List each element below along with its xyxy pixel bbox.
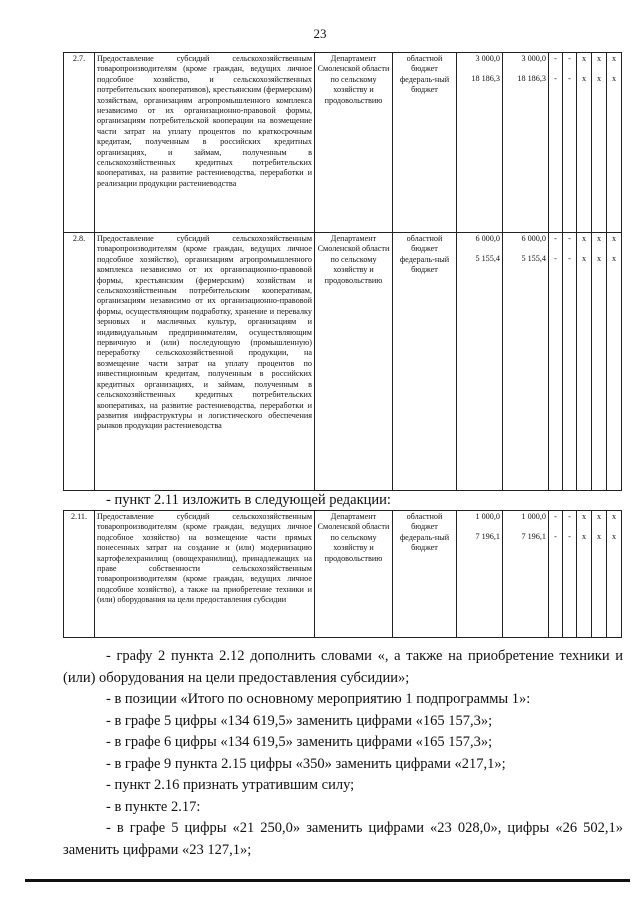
source-regional: областной бюджет (406, 54, 443, 74)
cell-mark: х х (577, 53, 592, 233)
value: 7 196,1 (521, 532, 546, 542)
program-table-211 (63, 510, 622, 638)
amendment-paragraph: - в графе 9 пункта 2.15 цифры «350» заменить цифрами «217,1»; (106, 755, 506, 772)
row-year-value (503, 233, 549, 491)
row-description: Предоставление субсидий сельскохозяйственным товаропроизводителям (кроме граждан, ведущих личное подсобное хозяйство), организациям агропромышленного комплекса независимо от их организационно-правовой формы, крестьянским (фермерским) хозяйствам и сельскохозяйственным потребительским кооперативам, организациям независимо от их организационно-правовой формы, осуществляющим подработку, хранение и перевалку зерновых и масличных культур, организациям и индивидуальным предпринимателям, осуществляющим первичную и (или) последующую (промышленную) переработку сельскохозяйственной продукции, на возмещение части затрат на уплату процентов по инвестиционным кредитам, полученным в российских кредитных организациях, и займам, полученным в сельскохозяйственных кредитных потребительских кооперативах, на развитие растениеводства, переработки и развития инфраструктуры и логистического обеспечения рынков продукции растениеводства (95, 233, 315, 491)
cell-mark: - - (563, 53, 577, 233)
row-year-value (503, 511, 549, 638)
value: 3 000,0 (521, 54, 546, 63)
table-row (64, 511, 622, 638)
value: 1 000,0 (475, 512, 500, 521)
page-number: 23 (313, 26, 327, 41)
source-federal: федераль-ный бюджет (399, 74, 450, 95)
row-department: Департамент Смоленской области по сельскому хозяйству и продовольствию (315, 233, 393, 491)
row-number: 2.7. (64, 53, 95, 233)
cell-mark: - - (549, 511, 563, 638)
value: 6 000,0 (475, 234, 500, 243)
value: 18 186,3 (471, 74, 500, 84)
cell-mark: - - (563, 511, 577, 638)
row-description: Предоставление субсидий сельскохозяйственным товаропроизводителям (кроме граждан, ведущих личное подсобное хозяйство, и сельскохозяйственных потребительских кооперативов), крестьянским (фермерским) хозяйствам, организациям агропромышленного комплекса независимо от их организационно-правовой формы, организациям потребительской кооперации на возмещение части затрат на уплату процентов по краткосрочным кредитам, полученным в российских кредитных организациях, и займам, полученным в сельскохозяйственных кредитных потребительских кооперативах, на развитие растениеводства, переработки и реализации продукции растениеводства (95, 53, 315, 233)
table-row (64, 53, 622, 233)
cell-mark: х х (607, 511, 622, 638)
cell-mark: х х (592, 233, 607, 491)
row-number: 2.11. (64, 511, 95, 638)
row-funding-source (393, 511, 457, 638)
cell-mark: х х (592, 511, 607, 638)
value: 5 155,4 (521, 254, 546, 264)
table-row (64, 233, 622, 491)
bottom-rule (25, 879, 630, 882)
value: 18 186,3 (517, 74, 546, 84)
amendment-text (63, 646, 623, 861)
amendment-paragraph: - графу 2 пункта 2.12 дополнить словами «, а также на приобретение техники и (или) оборудования на цели предоставления субсидии»; (63, 648, 623, 686)
value: 1 000,0 (521, 512, 546, 521)
amendment-paragraph: - в графе 5 цифры «134 619,5» заменить цифрами «165 157,3»; (106, 712, 493, 729)
row-funding-source (393, 53, 457, 233)
row-total (457, 511, 503, 638)
cell-mark: - - (549, 233, 563, 491)
cell-mark: х х (577, 511, 592, 638)
source-federal: федераль-ный бюджет (399, 532, 450, 553)
cell-mark: х х (592, 53, 607, 233)
amendment-paragraph: - в графе 6 цифры «134 619,5» заменить цифрами «165 157,3»; (106, 734, 493, 750)
source-federal: федераль-ный бюджет (399, 254, 450, 275)
cell-mark: - - (549, 53, 563, 233)
value: 5 155,4 (475, 254, 500, 264)
row-funding-source (393, 233, 457, 491)
row-number: 2.8. (64, 233, 95, 491)
amendment-heading: - пункт 2.11 изложить в следующей редакции: (106, 492, 391, 508)
row-department: Департамент Смоленской области по сельскому хозяйству и продовольствию (315, 53, 393, 233)
amendment-paragraph: - пункт 2.16 признать утратившим силу; (106, 777, 355, 793)
value: 6 000,0 (521, 234, 546, 243)
row-total (457, 53, 503, 233)
cell-mark: - - (563, 233, 577, 491)
cell-mark: х х (607, 233, 622, 491)
cell-mark: х х (607, 53, 622, 233)
source-regional: областной бюджет (406, 512, 443, 532)
amendment-paragraph: - в пункте 2.17: (106, 798, 201, 815)
program-table-top (63, 52, 622, 491)
amendment-paragraph: - в позиции «Итого по основному мероприятию 1 подпрограммы 1»: (106, 691, 531, 707)
value: 7 196,1 (475, 532, 500, 542)
row-total (457, 233, 503, 491)
row-department: Департамент Смоленской области по сельскому хозяйству и продовольствию (315, 511, 393, 638)
amendment-paragraph: - в графе 5 цифры «21 250,0» заменить цифрами «23 028,0», цифры «26 502,1» заменить цифрами «23 127,1»; (63, 820, 623, 858)
cell-mark: х х (577, 233, 592, 491)
row-description: Предоставление субсидий сельскохозяйственным товаропроизводителям (кроме граждан, ведущих личное подсобное хозяйство) на возмещение части прямых понесенных затрат на создание и (или) модернизацию картофелехранилищ (овощехранилищ), принадлежащих на праве собственности сельскохозяйственным товаропроизводителям (кроме граждан, ведущих личное подсобное хозяйство), а также на приобретение техники и (или) оборудования на цели предоставления субсидии (95, 511, 315, 638)
source-regional: областной бюджет (406, 234, 443, 254)
row-year-value (503, 53, 549, 233)
value: 3 000,0 (475, 54, 500, 63)
